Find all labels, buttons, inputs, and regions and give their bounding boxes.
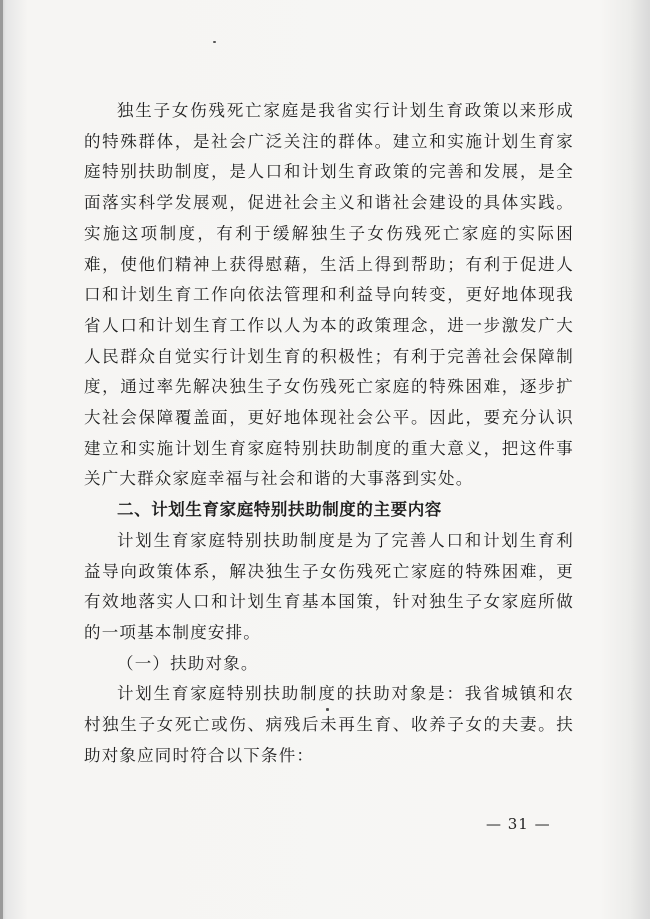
- paragraph-definition: 计划生育家庭特别扶助制度是为了完善人口和计划生育利益导向政策体系，解决独生子女伤残死亡家庭的特殊困难，更有效地落实人口和计划生育基本国策，针对独生子女家庭所做的一项基本制度安排。: [84, 530, 574, 642]
- paragraph-beneficiaries: 计划生育家庭特别扶助制度的扶助对象是：我省城镇和农村独生子女死亡或伤、病残后未再生育、收养子女的夫妻。扶助对象应同时符合以下条件：: [84, 684, 574, 765]
- page-edge-shadow: [0, 0, 3, 919]
- paragraph-significance: 独生子女伤残死亡家庭是我省实行计划生育政策以来形成的特殊群体，是社会广泛关注的群体。建立和实施计划生育家庭特别扶助制度，是人口和计划生育政策的完善和发展，是全面落实科学发展观，促进社会主义和谐社会建设的具体实践。实施这项制度，有利于缓解独生子女伤残死亡家庭的实际困难，使他们精神上获得慰藉，生活上得到帮助；有利于促进人口和计划生育工作向依法管理和利益导向转变，更好地体现我省人口和计划生育工作以人为本的政策理念，进一步激发广大人民群众自觉实行计划生育的积极性；有利于完善社会保障制度，通过率先解决独生子女伤残死亡家庭的特殊困难，逐步扩大社会保障覆盖面，更好地体现社会公平。因此，要充分认识建立和实施计划生育家庭特别扶助制度的重大意义，把这件事关广大群众家庭幸福与社会和谐的大事落到实处。: [84, 101, 574, 489]
- subheading-beneficiaries: （一）扶助对象。: [117, 653, 259, 673]
- scan-speck: [213, 41, 216, 43]
- section-heading: 二、计划生育家庭特别扶助制度的主要内容: [117, 500, 442, 520]
- page-number: — 31 —: [486, 815, 551, 833]
- document-body: [84, 96, 574, 771]
